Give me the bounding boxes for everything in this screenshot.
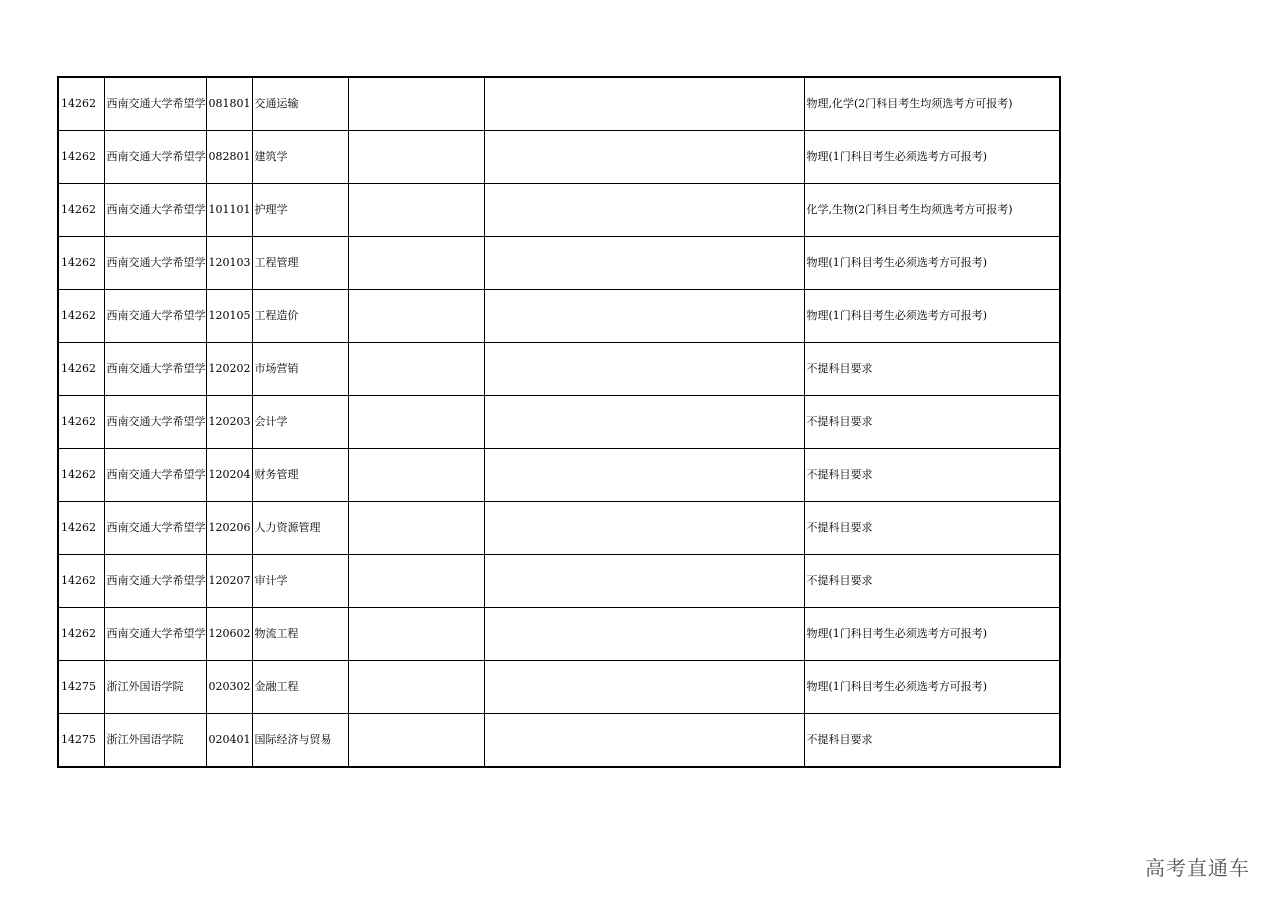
subject-requirement-cell: 物理(1门科目考生必须选考方可报考) <box>804 237 1060 290</box>
major-name-cell: 护理学 <box>252 184 348 237</box>
subject-requirement-cell: 物理(1门科目考生必须选考方可报考) <box>804 131 1060 184</box>
table-row <box>58 714 1060 768</box>
school-name-cell: 西南交通大学希望学 <box>104 237 206 290</box>
table-row <box>58 608 1060 661</box>
subject-requirement-cell: 不提科目要求 <box>804 714 1060 768</box>
school-name-cell: 西南交通大学希望学 <box>104 608 206 661</box>
major-name-cell: 建筑学 <box>252 131 348 184</box>
major-code-cell: 020302 <box>206 661 252 714</box>
major-name-cell: 工程管理 <box>252 237 348 290</box>
empty-cell <box>484 661 804 714</box>
subject-requirement-cell: 物理(1门科目考生必须选考方可报考) <box>804 661 1060 714</box>
table-row <box>58 131 1060 184</box>
major-code-cell: 120207 <box>206 555 252 608</box>
school-code-cell: 14262 <box>58 77 104 131</box>
empty-cell <box>484 290 804 343</box>
table-row <box>58 290 1060 343</box>
empty-cell <box>348 184 484 237</box>
table-row <box>58 343 1060 396</box>
major-name-cell: 物流工程 <box>252 608 348 661</box>
subject-requirement-cell: 化学,生物(2门科目考生均须选考方可报考) <box>804 184 1060 237</box>
major-code-cell: 120202 <box>206 343 252 396</box>
school-name-cell: 西南交通大学希望学 <box>104 343 206 396</box>
table-row <box>58 396 1060 449</box>
school-code-cell: 14262 <box>58 184 104 237</box>
major-name-cell: 人力资源管理 <box>252 502 348 555</box>
major-code-cell: 120204 <box>206 449 252 502</box>
school-name-cell: 西南交通大学希望学 <box>104 502 206 555</box>
empty-cell <box>348 77 484 131</box>
empty-cell <box>484 608 804 661</box>
major-name-cell: 交通运输 <box>252 77 348 131</box>
empty-cell <box>348 608 484 661</box>
empty-cell <box>484 714 804 768</box>
major-name-cell: 市场营销 <box>252 343 348 396</box>
subject-requirement-cell: 物理(1门科目考生必须选考方可报考) <box>804 290 1060 343</box>
school-name-cell: 西南交通大学希望学 <box>104 184 206 237</box>
empty-cell <box>348 502 484 555</box>
major-code-cell: 120602 <box>206 608 252 661</box>
major-code-cell: 120206 <box>206 502 252 555</box>
major-name-cell: 国际经济与贸易 <box>252 714 348 768</box>
table-row <box>58 77 1060 131</box>
empty-cell <box>348 661 484 714</box>
empty-cell <box>484 343 804 396</box>
major-code-cell: 082801 <box>206 131 252 184</box>
subject-requirement-cell: 不提科目要求 <box>804 449 1060 502</box>
empty-cell <box>348 343 484 396</box>
major-code-cell: 120103 <box>206 237 252 290</box>
major-code-cell: 101101 <box>206 184 252 237</box>
watermark-text: 高考直通车 <box>1145 856 1250 880</box>
major-code-cell: 081801 <box>206 77 252 131</box>
major-code-cell: 020401 <box>206 714 252 768</box>
school-code-cell: 14262 <box>58 237 104 290</box>
school-name-cell: 浙江外国语学院 <box>104 714 206 768</box>
major-name-cell: 财务管理 <box>252 449 348 502</box>
school-name-cell: 西南交通大学希望学 <box>104 555 206 608</box>
empty-cell <box>348 555 484 608</box>
school-name-cell: 浙江外国语学院 <box>104 661 206 714</box>
major-name-cell: 会计学 <box>252 396 348 449</box>
empty-cell <box>348 290 484 343</box>
major-name-cell: 金融工程 <box>252 661 348 714</box>
school-code-cell: 14275 <box>58 661 104 714</box>
school-name-cell: 西南交通大学希望学 <box>104 77 206 131</box>
subject-requirement-cell: 不提科目要求 <box>804 502 1060 555</box>
table-body <box>58 77 1060 767</box>
empty-cell <box>484 77 804 131</box>
major-code-cell: 120203 <box>206 396 252 449</box>
empty-cell <box>484 502 804 555</box>
table-row <box>58 555 1060 608</box>
table-row <box>58 184 1060 237</box>
table-row <box>58 661 1060 714</box>
school-code-cell: 14262 <box>58 555 104 608</box>
major-name-cell: 审计学 <box>252 555 348 608</box>
school-name-cell: 西南交通大学希望学 <box>104 396 206 449</box>
subject-requirement-cell: 不提科目要求 <box>804 396 1060 449</box>
school-code-cell: 14262 <box>58 502 104 555</box>
empty-cell <box>348 714 484 768</box>
empty-cell <box>484 184 804 237</box>
subject-requirement-cell: 物理,化学(2门科目考生均须选考方可报考) <box>804 77 1060 131</box>
school-name-cell: 西南交通大学希望学 <box>104 449 206 502</box>
major-name-cell: 工程造价 <box>252 290 348 343</box>
subject-requirement-cell: 不提科目要求 <box>804 555 1060 608</box>
school-code-cell: 14262 <box>58 396 104 449</box>
school-code-cell: 14262 <box>58 131 104 184</box>
empty-cell <box>484 396 804 449</box>
empty-cell <box>484 237 804 290</box>
school-code-cell: 14262 <box>58 608 104 661</box>
requirements-table <box>57 76 1061 768</box>
major-code-cell: 120105 <box>206 290 252 343</box>
school-name-cell: 西南交通大学希望学 <box>104 131 206 184</box>
table-row <box>58 449 1060 502</box>
empty-cell <box>348 449 484 502</box>
school-name-cell: 西南交通大学希望学 <box>104 290 206 343</box>
empty-cell <box>484 555 804 608</box>
table-row <box>58 502 1060 555</box>
empty-cell <box>484 449 804 502</box>
empty-cell <box>484 131 804 184</box>
school-code-cell: 14262 <box>58 290 104 343</box>
school-code-cell: 14262 <box>58 343 104 396</box>
empty-cell <box>348 131 484 184</box>
empty-cell <box>348 237 484 290</box>
table-row <box>58 237 1060 290</box>
subject-requirement-cell: 物理(1门科目考生必须选考方可报考) <box>804 608 1060 661</box>
subject-requirement-cell: 不提科目要求 <box>804 343 1060 396</box>
school-code-cell: 14275 <box>58 714 104 768</box>
school-code-cell: 14262 <box>58 449 104 502</box>
empty-cell <box>348 396 484 449</box>
